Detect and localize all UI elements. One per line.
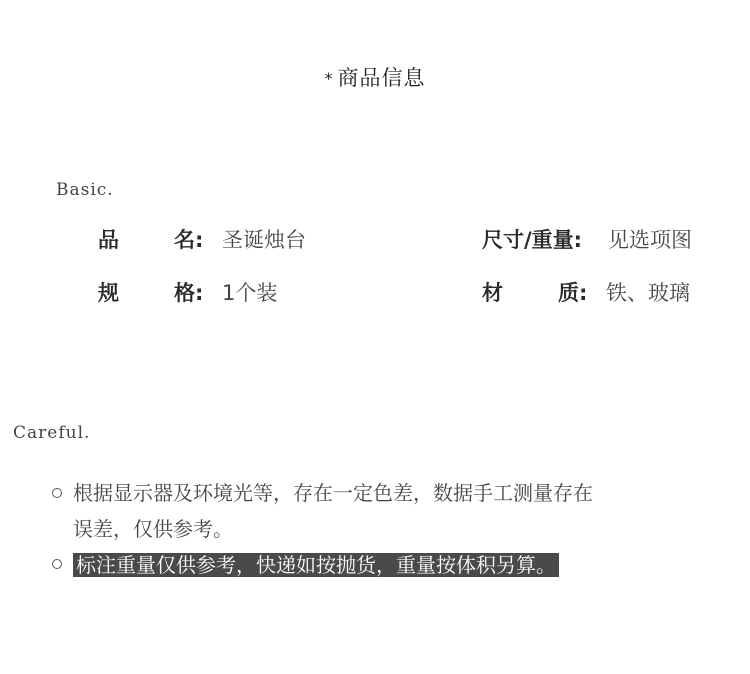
note-line: 根据显示器及环境光等，存在一定色差，数据手工测量存在 [73,481,593,505]
note-item-color [73,475,733,547]
section-title-text: 商品信息 [337,66,426,90]
spec-key-material-b: 质: [558,281,588,305]
spec-value-name: 圣诞烛台 [222,228,306,252]
bullet-circle-icon [52,488,62,498]
section-title [0,62,750,92]
note-item-weight [73,547,733,583]
spec-row-size [98,278,358,308]
spec-value-material: 铁、玻璃 [606,281,690,305]
spec-key-size-b: 格: [174,281,204,305]
spec-row-name [98,225,358,255]
note-line: 误差，仅供参考。 [73,517,233,541]
highlighted-note: 标注重量仅供参考，快递如按抛货，重量按体积另算。 [73,553,559,577]
spec-key-name-a: 品 [98,228,119,252]
spec-key-name-b: 名: [174,228,204,252]
spec-value-weight: 见选项图 [608,228,692,252]
basic-label: Basic. [56,180,114,200]
spec-value-size: 1个装 [222,281,278,305]
careful-label: Careful. [13,423,91,443]
spec-key-size-a: 规 [98,281,119,305]
star-icon: * [324,69,334,88]
spec-key-material-a: 材 [482,281,503,305]
spec-row-weight [482,225,722,255]
bullet-circle-icon [52,559,62,569]
spec-row-material [482,278,722,308]
spec-key-weight: 尺寸/重量: [482,228,583,252]
